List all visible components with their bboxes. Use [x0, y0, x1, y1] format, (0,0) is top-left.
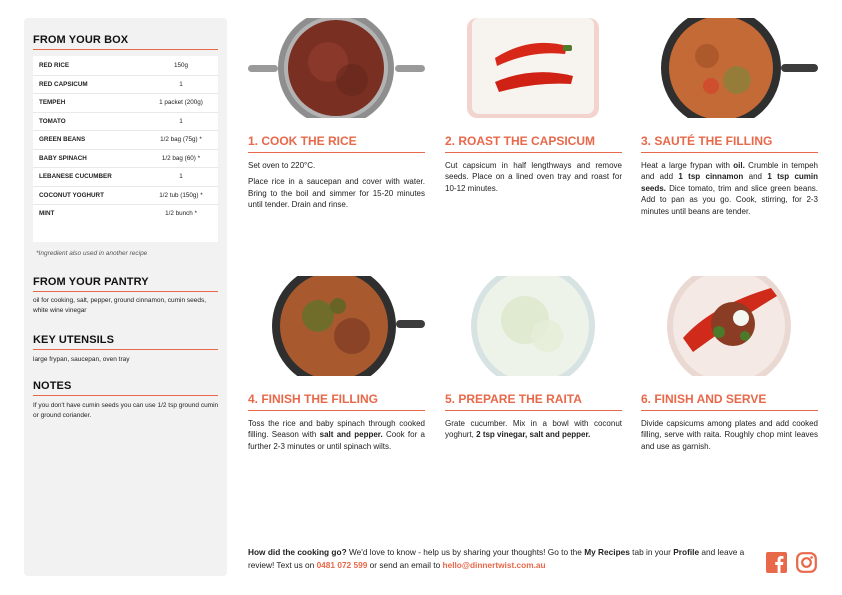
ingredient-name: COCONUT YOGHURT — [39, 191, 104, 199]
pantry-text: oil for cooking, salt, pepper, ground cinnamon, cumin seeds, white wine vinegar — [33, 297, 207, 314]
ingredient-qty: 1/2 bag (60) * — [161, 154, 201, 162]
step-text: Grate cucumber. Mix in a bowl with coconut yoghurt, 2 tsp vinegar, salt and pepper. — [445, 419, 622, 440]
divider — [445, 410, 622, 411]
feedback-footer: How did the cooking go? We'd love to know - help us by sharing your thoughts! Go to the My Recipes tab in your Profile and leave a review! Text us on 0481 072 599 or send an email to hello@dinnertwist.com.au — [248, 547, 745, 570]
sidebar — [24, 18, 227, 576]
divider — [248, 152, 425, 153]
ingredient-name: RED RICE — [39, 62, 70, 69]
pantry-title: FROM YOUR PANTRY — [33, 276, 149, 288]
ingredient-row — [33, 186, 218, 206]
ingredient-qty: 1 — [179, 173, 183, 180]
ingredient-qty: 1 packet (200g) — [159, 99, 203, 106]
ingredient-qty: 150g — [173, 62, 188, 69]
ingredient-row — [33, 93, 218, 113]
step-title: 6. FINISH AND SERVE — [641, 392, 767, 406]
step-body — [248, 418, 425, 457]
ingredient-name: GREEN BEANS — [39, 136, 86, 143]
ingredient-footnote: *Ingredient also used in another recipe — [36, 250, 148, 257]
step-text: Heat a large frypan with oil. Crumble in tempeh and add 1 tsp cinnamon and 1 tsp cumin seeds. Dice tomato, trim and slice green beans. Add to pan as you go. Cook, stirring, for 2-3 minutes until beans are tender. — [641, 161, 818, 216]
step-text: Toss the rice and baby spinach through cooked filling. Season with salt and pepper. Cook for a further 2-3 minutes or until spinach wilts. — [248, 419, 425, 451]
notes-text: If you don't have cumin seeds you can use 1/2 tsp ground cumin or ground coriander. — [33, 402, 219, 419]
cooked-rice-saucepan-photo — [248, 18, 425, 118]
notes-title: NOTES — [33, 380, 72, 392]
ingredient-qty: 1 — [179, 80, 183, 88]
finish-filling-frypan-photo — [248, 276, 425, 376]
step-title: 2. ROAST THE CAPSICUM — [445, 134, 596, 148]
divider — [248, 410, 425, 411]
divider — [33, 49, 218, 50]
divider — [33, 395, 218, 396]
ingredient-row — [33, 56, 218, 76]
roasting-capsicum-tray-photo — [445, 18, 622, 118]
divider — [641, 410, 818, 411]
ingredient-table — [33, 56, 218, 242]
ingredient-row — [33, 204, 218, 223]
raita-bowl-photo — [445, 276, 622, 376]
utensils-text: large frypan, saucepan, oven tray — [33, 356, 130, 363]
ingredient-row — [33, 130, 218, 150]
saute-filling-frypan-photo — [641, 18, 818, 118]
step-body — [248, 160, 425, 216]
my-recipes-label: My Recipes — [584, 547, 630, 557]
ingredient-qty: 1/2 tub (150g) * — [159, 191, 203, 199]
step-title: 5. PREPARE THE RAITA — [445, 392, 582, 406]
served-stuffed-capsicum-photo — [641, 276, 818, 376]
step-body — [641, 418, 818, 457]
utensils-title: KEY UTENSILS — [33, 334, 115, 346]
step-body — [445, 160, 622, 199]
ingredient-qty: 1/2 bag (75g) * — [160, 136, 202, 143]
ingredient-row — [33, 112, 218, 132]
ingredient-qty: 1/2 bunch * — [165, 210, 197, 217]
ingredient-name: BABY SPINACH — [39, 154, 87, 162]
ingredient-row — [33, 167, 218, 187]
step-text: Cut capsicum in half lengthways and remove seeds. Place on a lined oven tray and roast for 10-12 minutes. — [445, 161, 622, 193]
step-title: 4. FINISH THE FILLING — [248, 392, 379, 406]
ingredient-row — [33, 75, 218, 95]
step-text: Divide capsicums among plates and add cooked filling, serve with raita. Roughly chop mint leaves and use as garnish. — [641, 419, 818, 451]
step-title: 3. SAUTÉ THE FILLING — [641, 134, 773, 148]
divider — [33, 291, 218, 292]
from-box-title: FROM YOUR BOX — [33, 34, 129, 46]
step-text: Place rice in a saucepan and cover with water. Bring to the boil and simmer for 15-20 minutes until tender. Drain and rinse. — [248, 177, 425, 210]
profile-label: Profile — [673, 547, 700, 557]
ingredient-name: RED CAPSICUM — [39, 80, 88, 88]
ingredient-name: MINT — [39, 210, 55, 217]
ingredient-name: TOMATO — [39, 117, 66, 125]
divider — [641, 152, 818, 153]
divider — [33, 349, 218, 350]
step-text: Set oven to 220°C. — [248, 161, 316, 170]
step-title: 1. COOK THE RICE — [248, 134, 357, 148]
instagram-icon[interactable] — [796, 552, 817, 573]
ingredient-row — [33, 149, 218, 169]
divider — [445, 152, 622, 153]
ingredient-name: LEBANESE CUCUMBER — [39, 173, 112, 180]
ingredient-name: TEMPEH — [39, 99, 66, 106]
ingredient-qty: 1 — [179, 117, 183, 125]
email-link[interactable]: hello@dinnertwist.com.au — [442, 560, 546, 570]
feedback-question: How did the cooking go? — [248, 547, 347, 557]
step-body — [641, 160, 818, 222]
facebook-icon[interactable] — [766, 552, 787, 573]
phone-number[interactable]: 0481 072 599 — [316, 560, 368, 570]
step-body — [445, 418, 622, 446]
